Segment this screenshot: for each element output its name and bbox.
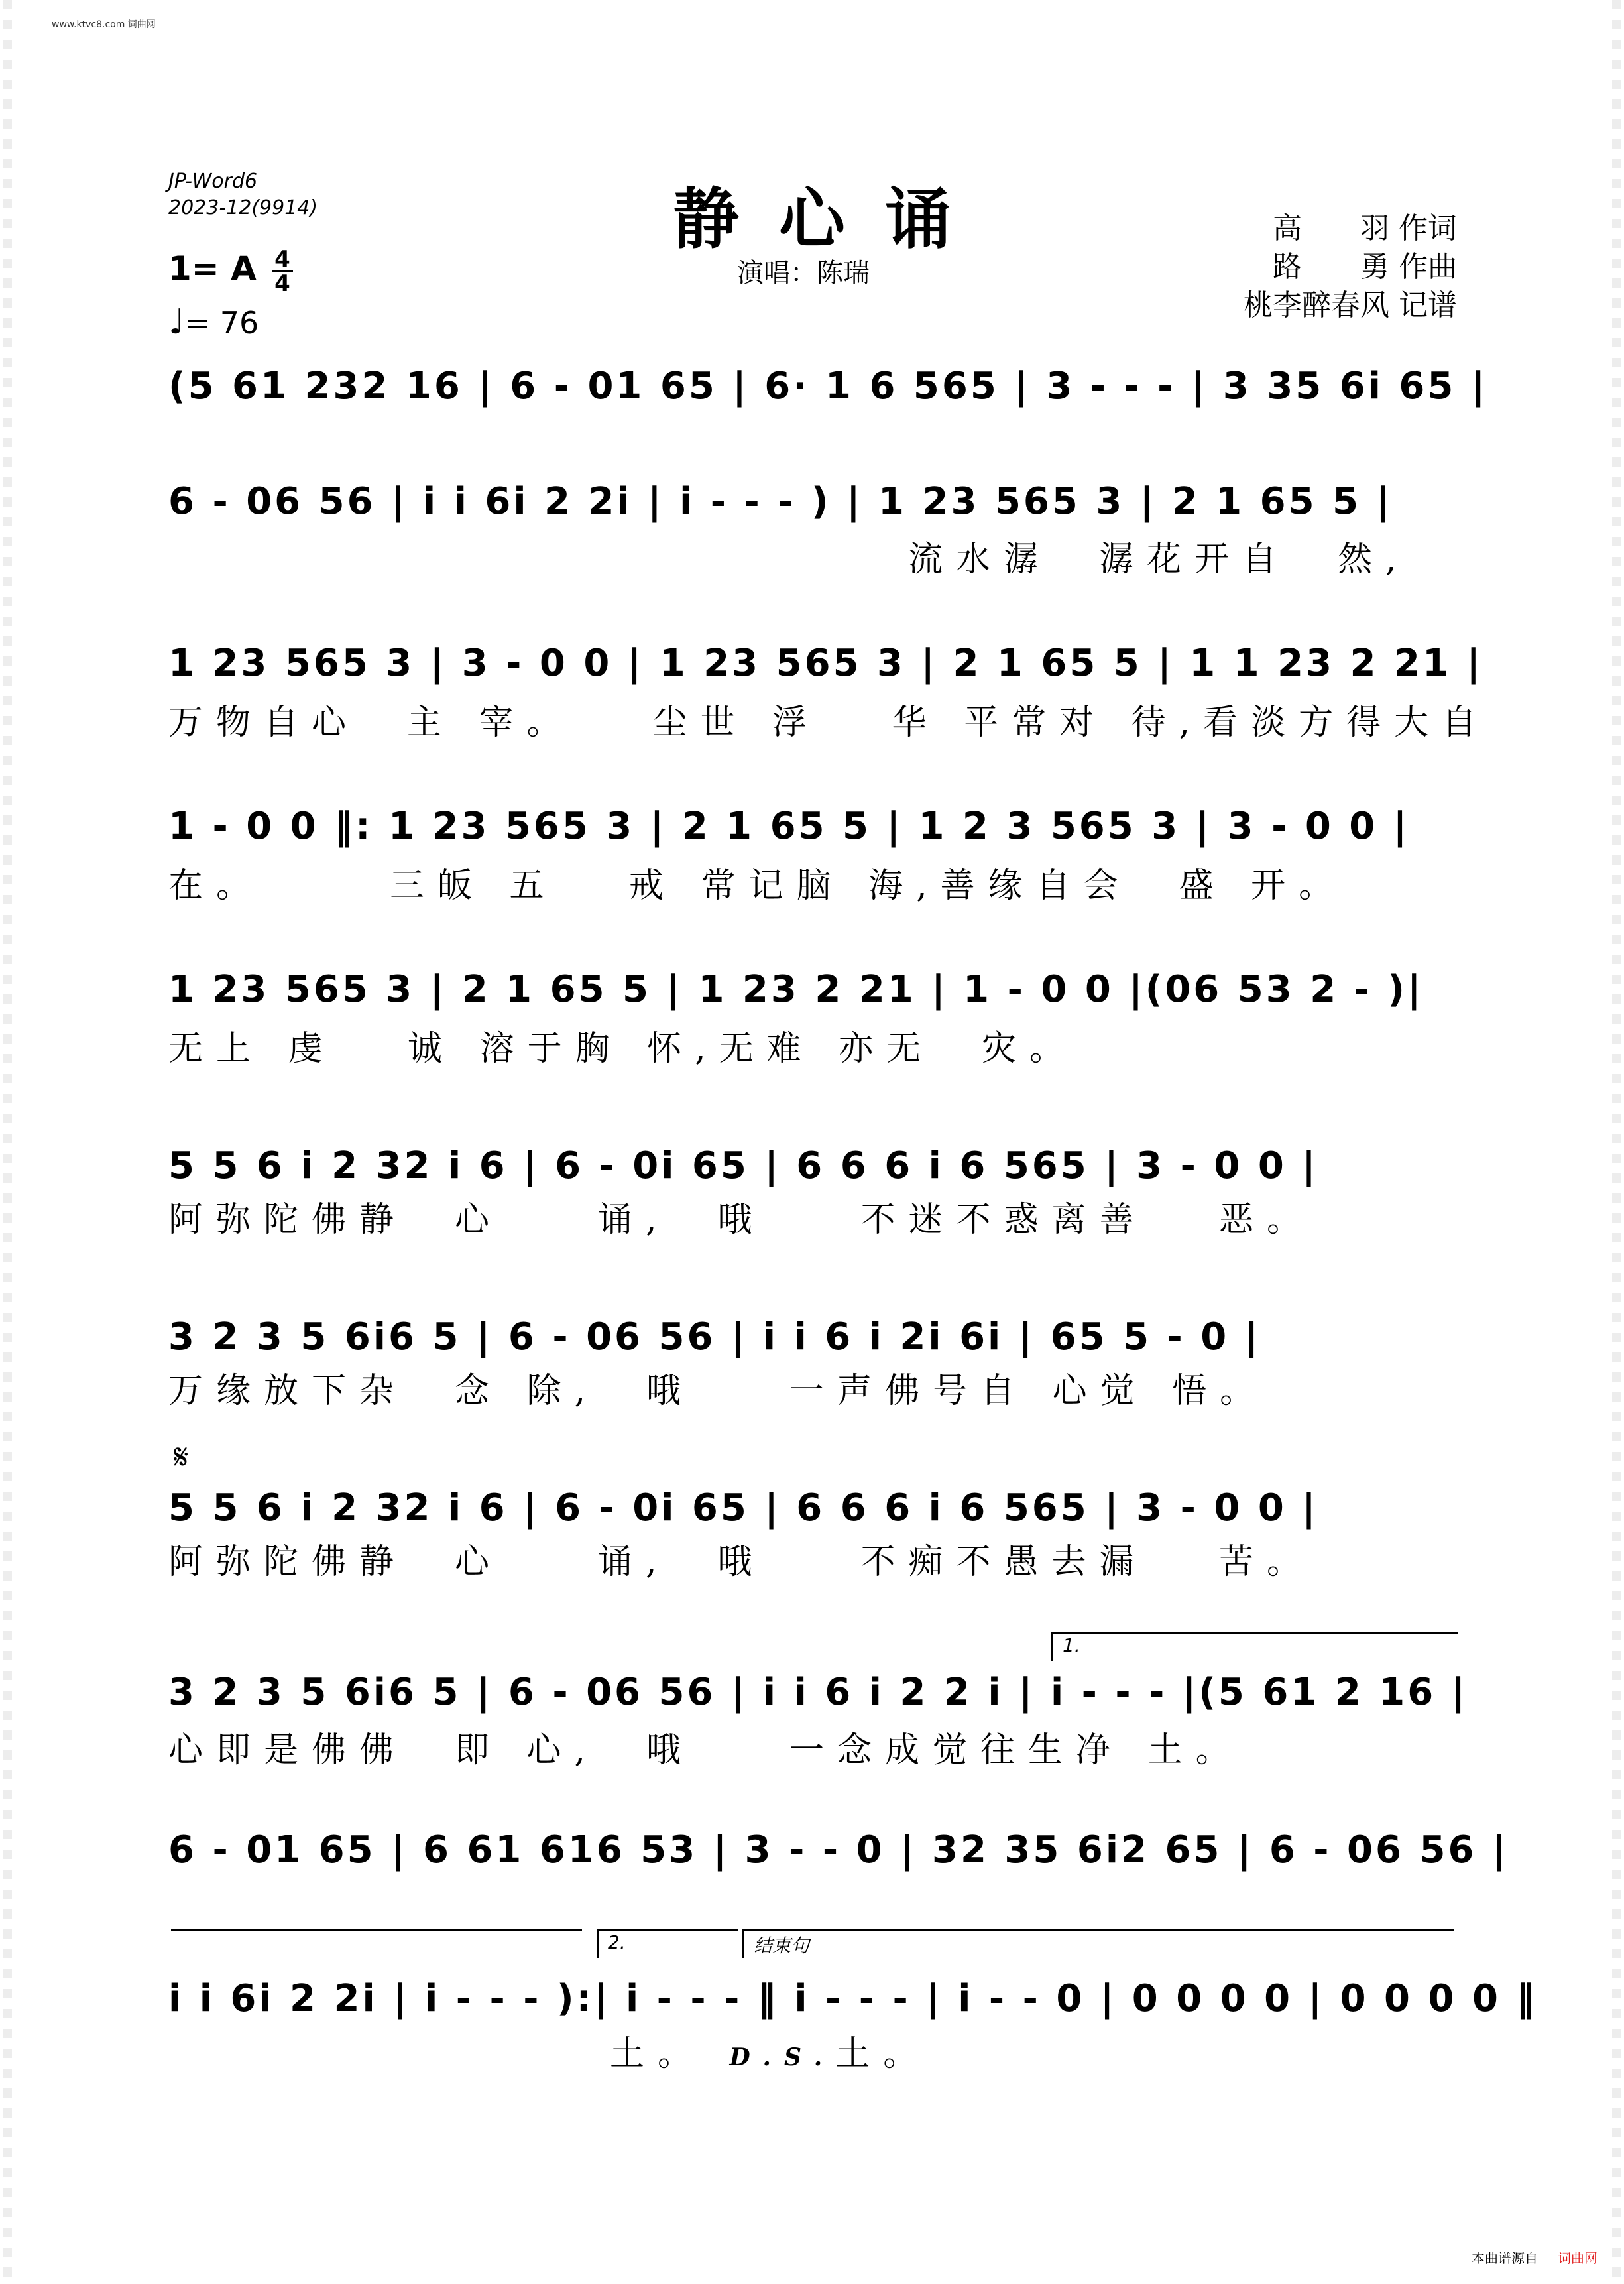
ending-bracket [742, 1929, 1454, 1958]
composer-credit: 路 勇 作曲 [1273, 250, 1457, 284]
lyrics-line-8: 阿弥陀佛静 心 诵, 哦 不痴不愚去漏 苦。 [168, 1542, 1315, 1582]
lyrics-line-9: 心即是佛佛 即 心, 哦 一念成觉往生净 土。 [168, 1730, 1244, 1770]
score-line-7: 3 2 3 5 6i6 5 | 6 - 06 56 | i i 6 i 2i 6i | 65 5 - 0 | [168, 1315, 1261, 1358]
score-line-9: 3 2 3 5 6i6 5 | 6 - 06 56 | i i 6 i 2 2 i | i - - - |(5 61 2 16 | [168, 1671, 1468, 1714]
score-line-10: 6 - 01 65 | 6 61 616 53 | 3 - - 0 | 32 35 6i2 65 | 6 - 06 56 | [168, 1829, 1509, 1872]
lyrics-line-2: 流水潺 潺花开自 然, [908, 540, 1410, 579]
score-line-5: 1 23 565 3 | 2 1 65 5 | 1 23 2 21 | 1 - 0 0 |(06 53 2 - )| [168, 968, 1424, 1011]
dal-segno-marking: D.S. [729, 2043, 836, 2071]
time-bottom: 4 [274, 270, 290, 297]
date-code: 2023-12(9914) [168, 196, 318, 219]
lyricist-credit: 高 羽 作词 [1273, 211, 1457, 245]
lyrics-line-11-end: 土。 [835, 2034, 931, 2074]
quarter-note-icon: ♩ [168, 302, 185, 342]
right-border-strip [1612, 0, 1621, 2284]
score-line-3: 1 23 565 3 | 3 - 0 0 | 1 23 565 3 | 2 1 65 5 | 1 1 23 2 21 | [168, 642, 1483, 685]
singer-credit: 演唱：陈瑞 [737, 258, 870, 288]
volta-first-ending [1051, 1632, 1458, 1661]
transcriber-credit: 桃李醉春风 记谱 [1244, 288, 1457, 322]
volta-1-label: 1. [1063, 1634, 1080, 1656]
footer-brand: 词曲网 [1558, 2250, 1597, 2266]
score-line-11: i i 6i 2 2i | i - - - ):| i - - - ‖ i - - - | i - - 0 | 0 0 0 0 | 0 0 0 0 ‖ [168, 1977, 1538, 2020]
footer-source: 本曲谱源自 [1472, 2250, 1538, 2266]
lyrics-line-11 [610, 2033, 931, 2078]
lyrics-line-4: 在。 三皈 五 戒 常记脑 海,善缘自会 盛 开。 [168, 866, 1347, 906]
tempo-marking [168, 302, 259, 342]
lyrics-line-3: 万物自心 主 宰。 尘世 浮 华 平常对 待,看淡方得大自 [168, 703, 1490, 743]
score-line-4: 1 - 0 0 ‖: 1 23 565 3 | 2 1 65 5 | 1 2 3 565 3 | 3 - 0 0 | [168, 805, 1410, 848]
ending-label: 结束句 [754, 1935, 810, 1956]
lyrics-line-5: 无上 虔 诚 溶于胸 怀,无难 亦无 灾。 [168, 1029, 1078, 1069]
segno-icon: 𝄋 [174, 1437, 189, 1477]
left-border-strip [3, 0, 12, 2284]
time-signature [272, 248, 293, 295]
song-title: 静心诵 [673, 180, 991, 258]
credits-block [1244, 210, 1457, 325]
score-line-1: (5 61 232 16 | 6 - 01 65 | 6· 1 6 565 | 3 - - - | 3 35 6i 65 | [168, 365, 1488, 408]
repeat-bracket-line [171, 1929, 582, 1958]
score-line-2: 6 - 06 56 | i i 6i 2 2i | i - - - ) | 1 23 565 3 | 2 1 65 5 | [168, 480, 1393, 523]
tempo-value: = 76 [184, 305, 259, 341]
footer [1472, 2248, 1597, 2267]
lyrics-line-6: 阿弥陀佛静 心 诵, 哦 不迷不惑离善 恶。 [168, 1200, 1315, 1240]
score-line-8: 5 5 6 i 2 32 i 6 | 6 - 0i 65 | 6 6 6 i 6 565 | 3 - 0 0 | [168, 1486, 1318, 1530]
time-top: 4 [274, 246, 290, 272]
volta-2-label: 2. [608, 1931, 626, 1953]
key-signature: 1= A [168, 249, 257, 288]
site-watermark: www.ktvc8.com 词曲网 [52, 19, 156, 30]
software-name: JP-Word6 [168, 170, 258, 193]
lyrics-line-7: 万缘放下杂 念 除, 哦 一声佛号自 心觉 悟。 [168, 1371, 1268, 1411]
score-line-6: 5 5 6 i 2 32 i 6 | 6 - 0i 65 | 6 6 6 i 6 565 | 3 - 0 0 | [168, 1144, 1318, 1187]
lyrics-line-11-text: 土。 [610, 2034, 730, 2074]
volta-second-ending [597, 1929, 738, 1958]
